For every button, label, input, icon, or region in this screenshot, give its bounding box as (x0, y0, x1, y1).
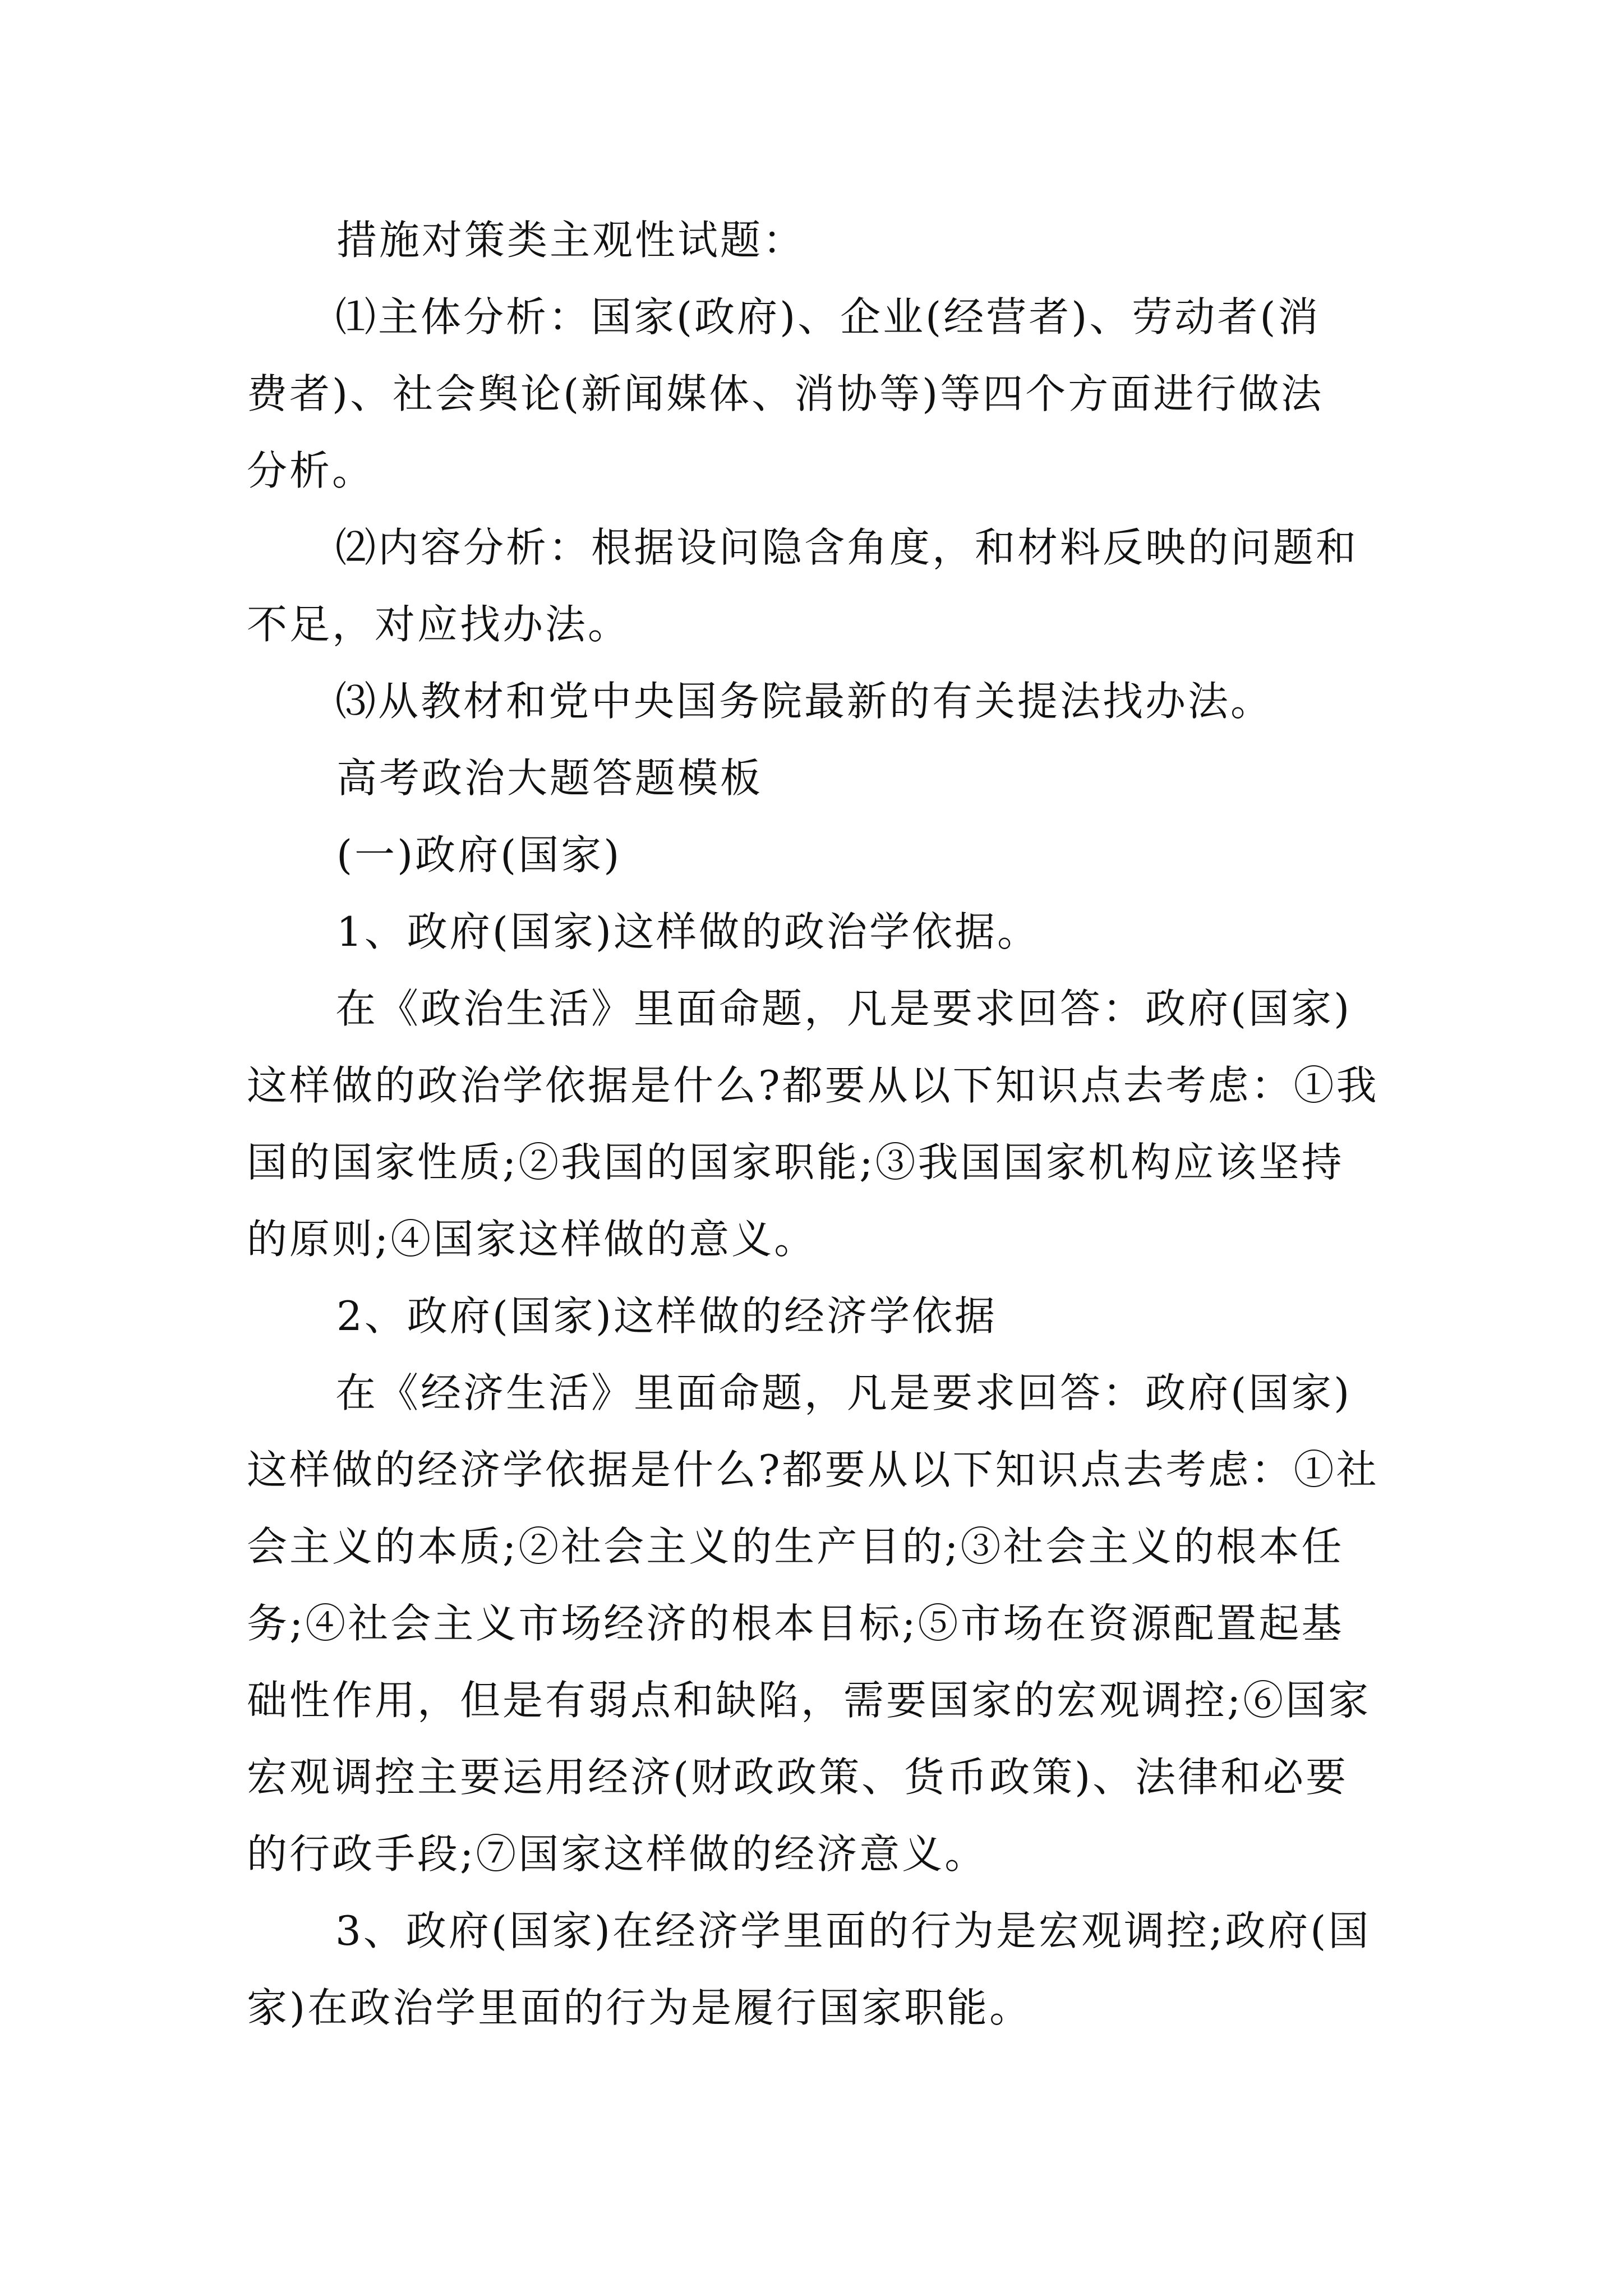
paragraph-line: 这样做的政治学依据是什么?都要从以下知识点去考虑：①我 (247, 1062, 1379, 1109)
paragraph-line: 在《政治生活》里面命题，凡是要求回答：政府(国家) (335, 985, 1352, 1032)
paragraph-line: 这样做的经济学依据是什么?都要从以下知识点去考虑：①社 (247, 1446, 1379, 1493)
section-title: 高考政治大题答题模板 (336, 754, 763, 802)
item-heading: 2、政府(国家)这样做的经济学依据 (336, 1292, 997, 1340)
paragraph-line: 不足，对应找办法。 (247, 601, 631, 648)
paragraph-line: 宏观调控主要运用经济(财政政策、货币政策)、法律和必要 (247, 1754, 1349, 1801)
paragraph-line: 在《经济生活》里面命题，凡是要求回答：政府(国家) (335, 1369, 1352, 1416)
section-heading: 措施对策类主观性试题： (336, 217, 806, 264)
subsection-title: (一)政府(国家) (336, 831, 622, 878)
paragraph-line: 3、政府(国家)在经济学里面的行为是宏观调控;政府(国 (335, 1907, 1371, 1954)
paragraph-line: 的原则;④国家这样做的意义。 (247, 1216, 817, 1263)
paragraph-line: 分析。 (247, 447, 375, 494)
paragraph-line: 础性作用，但是有弱点和缺陷，需要国家的宏观调控;⑥国家 (247, 1677, 1371, 1724)
paragraph-line: 家)在政治学里面的行为是履行国家职能。 (247, 1984, 1032, 2031)
paragraph-line: 费者)、社会舆论(新闻媒体、消协等)等四个方面进行做法 (247, 370, 1324, 417)
paragraph-line: 国的国家性质;②我国的国家职能;③我国国家机构应该坚持 (247, 1139, 1344, 1186)
paragraph-line: 会主义的本质;②社会主义的生产目的;③社会主义的根本任 (247, 1523, 1344, 1570)
paragraph-line: ⑶从教材和党中央国务院最新的有关提法找办法。 (335, 678, 1274, 725)
item-heading: 1、政府(国家)这样做的政治学依据。 (336, 908, 1040, 955)
paragraph-line: 务;④社会主义市场经济的根本目标;⑤市场在资源配置起基 (247, 1600, 1344, 1647)
paragraph-line: 的行政手段;⑦国家这样做的经济意义。 (247, 1830, 988, 1878)
paragraph-line: ⑴主体分析：国家(政府)、企业(经营者)、劳动者(消 (335, 293, 1321, 341)
paragraph-line: ⑵内容分析：根据设问隐含角度，和材料反映的问题和 (335, 524, 1359, 571)
